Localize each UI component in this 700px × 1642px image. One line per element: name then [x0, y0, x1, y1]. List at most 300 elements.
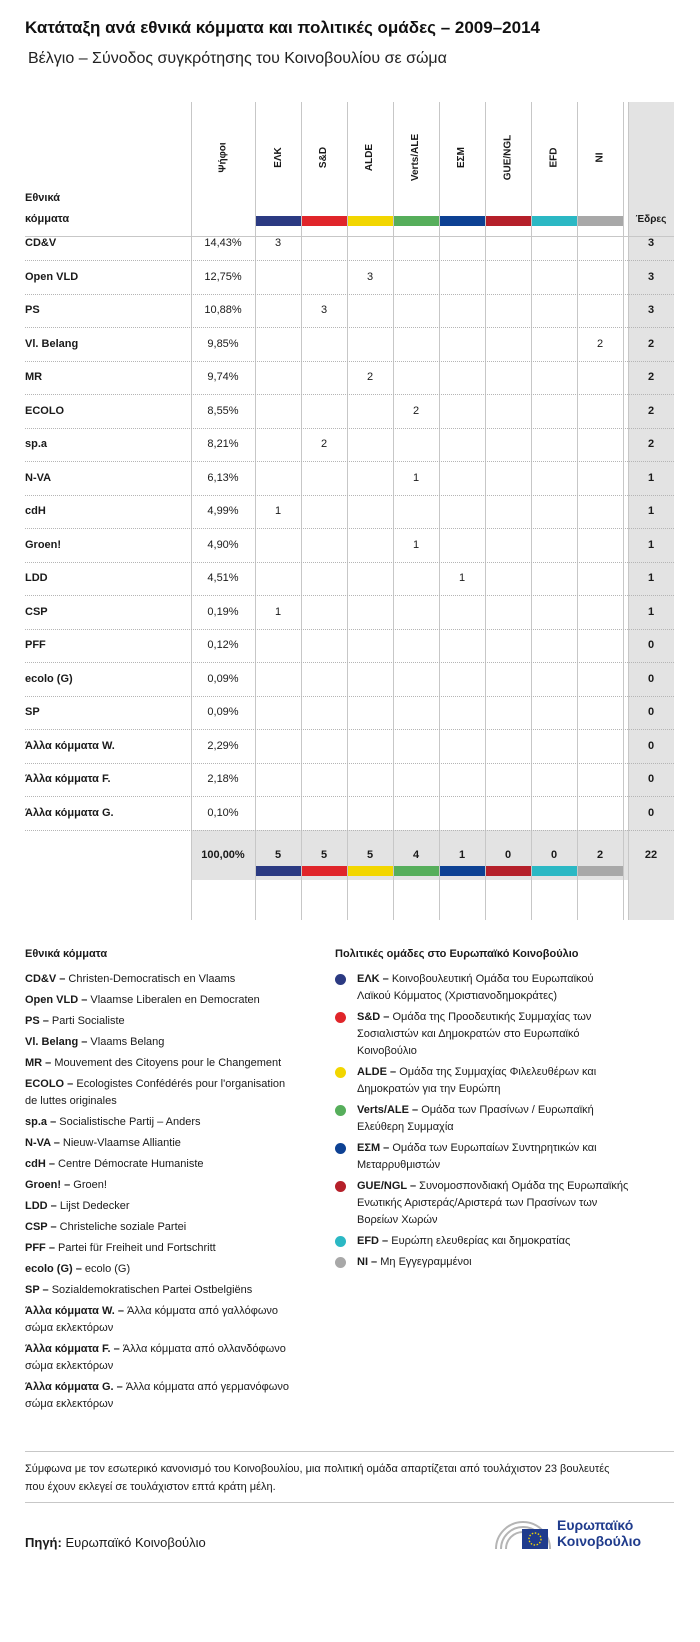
- vote-share: 2,29%: [207, 739, 239, 752]
- group-seat-count: [531, 261, 577, 294]
- group-seat-count: [439, 361, 485, 394]
- group-seat-count: [301, 227, 347, 260]
- party-column-header: Εθνικά κόμματα: [25, 192, 70, 225]
- total-seats: 1: [647, 605, 655, 618]
- group-seat-count: [577, 227, 623, 260]
- total-seats: 1: [647, 471, 655, 484]
- logo-line-2: Κοινοβούλιο: [557, 1533, 642, 1549]
- group-header-7: NI: [594, 152, 606, 162]
- total-seats: 0: [647, 806, 655, 819]
- group-seat-count: [485, 730, 531, 763]
- group-seat-count: 3: [366, 270, 374, 283]
- group-seat-count: [255, 294, 301, 327]
- group-seat-count: 2: [320, 438, 328, 450]
- group-seat-count: [347, 529, 393, 562]
- group-seat-count: [301, 596, 347, 629]
- group-seat-count: [577, 395, 623, 428]
- group-seat-count: [347, 696, 393, 729]
- group-seat-count: [255, 428, 301, 461]
- vote-share: 4,99%: [207, 505, 239, 517]
- party-name: Groen!: [25, 538, 62, 551]
- party-name: Vl. Belang: [25, 337, 79, 350]
- group-seat-count: [485, 763, 531, 796]
- table-row: [25, 763, 674, 797]
- national-party-legend-line: MR – Mouvement des Citoyens pour le Changement: [25, 1057, 282, 1069]
- group-seat-count: [255, 395, 301, 428]
- group-seat-count: [301, 529, 347, 562]
- group-seat-count: [577, 562, 623, 595]
- group-seat-count: [531, 562, 577, 595]
- table-row: [25, 529, 674, 563]
- total-seats: 2: [647, 337, 655, 350]
- group-seat-count: [577, 529, 623, 562]
- group-seat-count: [531, 227, 577, 260]
- group-seat-count: [531, 428, 577, 461]
- table-row: [25, 562, 674, 596]
- group-seat-count: [301, 730, 347, 763]
- group-seat-count: [577, 361, 623, 394]
- group-seat-count: [439, 462, 485, 495]
- group-seat-count: [577, 462, 623, 495]
- group-legend-line: Ενωτικής Αριστεράς/Αριστερά των Πρασίνων των: [357, 1197, 598, 1209]
- party-name: Άλλα κόμματα G.: [25, 806, 114, 819]
- group-seat-count: [255, 696, 301, 729]
- group-seat-count: 3: [274, 237, 282, 249]
- group-seat-count: [439, 227, 485, 260]
- group-seat-count: [531, 495, 577, 528]
- party-name: sp.a: [25, 438, 48, 450]
- group-seat-count: [577, 495, 623, 528]
- total-seats: 3: [647, 270, 655, 283]
- group-seat-count: [485, 629, 531, 662]
- total-seats: 1: [647, 538, 655, 551]
- national-party-legend-line: cdH – Centre Démocrate Humaniste: [25, 1158, 204, 1170]
- group-seat-count: [531, 696, 577, 729]
- group-seat-count: [347, 596, 393, 629]
- total-seats: 0: [647, 672, 655, 685]
- group-seat-count: [393, 261, 439, 294]
- european-parliament-logo: [492, 1515, 672, 1555]
- vote-share: 8,55%: [207, 404, 239, 417]
- party-name: CD&V: [25, 237, 57, 249]
- group-seat-count: [347, 227, 393, 260]
- group-seat-count: [439, 663, 485, 696]
- group-seat-count: [485, 328, 531, 361]
- party-name: SP: [25, 706, 40, 718]
- group-seat-count: [439, 529, 485, 562]
- group-seat-count: [347, 395, 393, 428]
- party-name: cdH: [25, 505, 46, 517]
- group-seat-count: [347, 328, 393, 361]
- party-name: N-VA: [25, 471, 52, 484]
- group-seat-count: [485, 696, 531, 729]
- group-seat-count: [255, 730, 301, 763]
- vote-share: 14,43%: [204, 237, 242, 249]
- group-seat-count: [301, 797, 347, 830]
- grand-total-seats: 22: [644, 849, 658, 861]
- group-seat-count: [531, 596, 577, 629]
- group-total-seats: 5: [320, 849, 328, 861]
- group-seat-count: [577, 428, 623, 461]
- group-legend-line: ΕΣΜ – Ομάδα των Ευρωπαίων Συντηρητικών και: [357, 1142, 597, 1154]
- group-seat-count: [347, 730, 393, 763]
- group-color-dot: [335, 1181, 346, 1192]
- table-row: [25, 328, 674, 362]
- national-party-legend-line: LDD – Lijst Dedecker: [25, 1200, 130, 1212]
- group-seat-count: [347, 294, 393, 327]
- group-legend-line: ALDE – Ομάδα της Συμμαχίας Φιλελευθέρων και: [357, 1066, 597, 1078]
- table-row: [25, 294, 674, 328]
- national-party-legend-line: ecolo (G) – ecolo (G): [25, 1263, 131, 1275]
- group-seat-count: 1: [412, 471, 420, 484]
- group-seat-count: [577, 696, 623, 729]
- group-seat-count: 1: [274, 505, 282, 517]
- national-party-legend-line: de luttes originales: [25, 1095, 117, 1107]
- group-seat-count: [485, 797, 531, 830]
- footnote: Σύμφωνα με τον εσωτερικό κανονισμό του Κοινοβουλίου, μια πολιτική ομάδα απαρτίζεται από τουλάχιστον 23 βουλευτές που έχουν εκλεγεί σε τουλάχιστον επτά κράτη μέλη.: [25, 1463, 610, 1493]
- group-seat-count: [393, 361, 439, 394]
- group-seat-count: [393, 495, 439, 528]
- group-seat-count: [301, 462, 347, 495]
- table-row: [25, 696, 674, 730]
- table-row: [25, 663, 674, 697]
- group-legend-line: Verts/ALE – Ομάδα των Πρασίνων / Ευρωπαϊκή: [357, 1104, 594, 1116]
- vote-share: 0,09%: [207, 672, 239, 685]
- group-seat-count: [301, 261, 347, 294]
- page-title: Κατάταξη ανά εθνικά κόμματα και πολιτικές ομάδες – 2009–2014: [25, 18, 540, 37]
- group-seat-count: [577, 261, 623, 294]
- group-seat-count: [439, 294, 485, 327]
- group-header-3: Verts/ALE: [410, 133, 422, 181]
- group-seat-count: [485, 395, 531, 428]
- group-seat-count: [577, 663, 623, 696]
- group-seat-count: [485, 428, 531, 461]
- note-bottom-rule: [25, 1502, 674, 1503]
- source-line: [25, 1535, 206, 1550]
- group-seat-count: [439, 763, 485, 796]
- national-parties-legend-title: Εθνικά κόμματα: [25, 948, 108, 960]
- group-seat-count: [255, 562, 301, 595]
- total-seats: 2: [647, 371, 655, 383]
- group-header-4: ΕΣΜ: [456, 146, 468, 168]
- group-seat-count: [301, 328, 347, 361]
- group-seat-count: [531, 797, 577, 830]
- group-seat-count: [347, 428, 393, 461]
- group-seat-count: [531, 328, 577, 361]
- group-color-dot: [335, 974, 346, 985]
- table-row: [25, 797, 674, 831]
- group-total-seats: 0: [504, 849, 512, 861]
- vote-share: 9,74%: [207, 371, 239, 383]
- group-seat-count: [347, 763, 393, 796]
- group-color-dot: [335, 1012, 346, 1023]
- total-seats: 0: [647, 773, 655, 785]
- group-header-0: ΕΛΚ: [272, 146, 284, 168]
- national-party-legend-line: sp.a – Socialistische Partij – Anders: [25, 1116, 201, 1128]
- table-row: [25, 361, 674, 395]
- group-legend-line: GUE/NGL – Συνομοσπονδιακή Ομάδα της Ευρωπαϊκής: [357, 1180, 629, 1192]
- group-total-seats: 5: [366, 849, 374, 861]
- group-legend-line: Βορείων Χωρών: [357, 1214, 438, 1226]
- source-label: Πηγή:: [25, 1535, 62, 1550]
- total-seats: 1: [647, 505, 655, 517]
- group-seat-count: [301, 696, 347, 729]
- national-party-legend-line: ECOLO – Ecologistes Confédérés pour l'organisation: [25, 1078, 286, 1090]
- national-party-legend-line: σώμα εκλεκτόρων: [25, 1360, 114, 1372]
- group-seat-count: [255, 361, 301, 394]
- party-name: ecolo (G): [25, 672, 73, 685]
- vote-share: 9,85%: [207, 337, 239, 350]
- vote-share: 4,51%: [207, 572, 239, 584]
- vote-share: 8,21%: [207, 438, 239, 450]
- group-seat-count: [301, 495, 347, 528]
- vote-share: 0,09%: [207, 706, 239, 718]
- group-seat-count: [485, 596, 531, 629]
- party-name: PFF: [25, 639, 46, 651]
- group-seat-count: [485, 529, 531, 562]
- table-row: [25, 495, 674, 529]
- national-party-legend-line: PFF – Partei für Freiheit und Fortschritt: [25, 1242, 216, 1254]
- group-seat-count: [301, 629, 347, 662]
- group-color-bar-top: [440, 216, 485, 226]
- group-seat-count: [577, 629, 623, 662]
- group-seat-count: [531, 395, 577, 428]
- group-color-bar-top: [302, 216, 347, 226]
- group-legend-line: Δημοκρατών για την Ευρώπη: [357, 1083, 501, 1095]
- national-party-legend-line: Groen! – Groen!: [25, 1179, 107, 1191]
- group-seat-count: [255, 529, 301, 562]
- group-total-seats: 5: [274, 849, 282, 861]
- total-seats: 0: [647, 639, 655, 651]
- table-row: [25, 261, 674, 295]
- group-legend-line: Μεταρρυθμιστών: [357, 1159, 441, 1171]
- table-row: [25, 428, 674, 462]
- party-name: LDD: [25, 572, 48, 584]
- group-seat-count: 1: [412, 538, 420, 551]
- group-legend-line: NI – Μη Εγγεγραμμένοι: [357, 1256, 472, 1268]
- table-row: [25, 730, 674, 764]
- group-seat-count: [439, 596, 485, 629]
- national-party-legend-line: CD&V – Christen-Democratisch en Vlaams: [25, 973, 236, 985]
- group-seat-count: [393, 294, 439, 327]
- parliament-hemicycle-icon: [492, 1515, 554, 1555]
- party-name: MR: [25, 371, 43, 383]
- vote-share: 0,12%: [207, 639, 239, 651]
- group-seat-count: [255, 663, 301, 696]
- group-seat-count: [577, 797, 623, 830]
- group-header-2: ALDE: [364, 143, 376, 171]
- group-seat-count: [347, 562, 393, 595]
- political-groups-legend-title: Πολιτικές ομάδες στο Ευρωπαϊκό Κοινοβούλιο: [335, 948, 579, 960]
- group-seat-count: [531, 529, 577, 562]
- group-legend-line: S&D – Ομάδα της Προοδευτικής Συμμαχίας των: [357, 1011, 592, 1023]
- group-total-seats: 0: [550, 849, 558, 861]
- group-seat-count: [393, 629, 439, 662]
- group-seat-count: [485, 227, 531, 260]
- group-seat-count: [439, 797, 485, 830]
- total-seats: 3: [647, 237, 655, 249]
- group-seat-count: 1: [458, 572, 466, 584]
- seats-column-header: Έδρες: [635, 214, 667, 225]
- group-seat-count: 3: [320, 304, 328, 316]
- group-seat-count: [255, 462, 301, 495]
- group-legend-line: Κοινοβούλιο: [357, 1045, 417, 1057]
- group-legend-line: Λαϊκού Κόμματος (Χριστιανοδημοκράτες): [357, 990, 558, 1002]
- national-party-legend-line: N-VA – Nieuw-Vlaamse Alliantie: [25, 1137, 181, 1149]
- group-seat-count: [485, 663, 531, 696]
- group-seat-count: [439, 730, 485, 763]
- group-seat-count: [255, 261, 301, 294]
- group-seat-count: [531, 629, 577, 662]
- group-seat-count: [393, 797, 439, 830]
- group-color-bar-top: [348, 216, 393, 226]
- group-total-seats: 2: [596, 849, 604, 861]
- party-name: CSP: [25, 605, 48, 618]
- national-party-legend-line: PS – Parti Socialiste: [25, 1015, 125, 1027]
- national-party-legend-line: Άλλα κόμματα W. – Άλλα κόμματα από γαλλόφωνο: [25, 1305, 279, 1317]
- note-top-rule: [25, 1451, 674, 1452]
- group-seat-count: [255, 763, 301, 796]
- group-seat-count: [393, 428, 439, 461]
- group-color-dot: [335, 1143, 346, 1154]
- group-seat-count: [439, 328, 485, 361]
- group-seat-count: [485, 462, 531, 495]
- group-seat-count: [485, 261, 531, 294]
- group-color-bar-top: [256, 216, 301, 226]
- logo-line-1: Ευρωπαϊκό: [557, 1517, 634, 1533]
- group-seat-count: [485, 361, 531, 394]
- group-seat-count: [347, 629, 393, 662]
- group-seat-count: [347, 462, 393, 495]
- group-header-1: S&D: [318, 146, 330, 168]
- group-seat-count: [393, 328, 439, 361]
- group-seat-count: [439, 428, 485, 461]
- group-seat-count: [393, 763, 439, 796]
- group-legend-line: Ελεύθερη Συμμαχία: [357, 1121, 454, 1133]
- total-seats: 0: [647, 739, 655, 752]
- group-color-dot: [335, 1105, 346, 1116]
- group-header-5: GUE/NGL: [502, 134, 514, 180]
- table-row: [25, 227, 674, 261]
- group-seat-count: [439, 261, 485, 294]
- group-seat-count: [439, 696, 485, 729]
- group-seat-count: [301, 395, 347, 428]
- group-color-dot: [335, 1236, 346, 1247]
- total-seats: 0: [647, 706, 655, 718]
- group-seat-count: [439, 495, 485, 528]
- group-seat-count: [485, 562, 531, 595]
- group-legend-line: Σοσιαλιστών και Δημοκρατών στο Ευρωπαϊκό: [357, 1028, 580, 1040]
- vote-share: 10,88%: [204, 304, 242, 316]
- vote-share: 2,18%: [207, 773, 239, 785]
- group-seat-count: [255, 797, 301, 830]
- group-seat-count: [577, 763, 623, 796]
- group-color-dot: [335, 1067, 346, 1078]
- group-seat-count: 2: [596, 337, 604, 350]
- group-seat-count: 1: [274, 605, 282, 618]
- total-seats: 3: [647, 304, 655, 316]
- group-seat-count: [531, 663, 577, 696]
- total-seats: 1: [647, 572, 655, 584]
- national-party-legend-line: CSP – Christeliche soziale Partei: [25, 1221, 187, 1233]
- group-seat-count: [347, 797, 393, 830]
- group-total-seats: 4: [412, 849, 420, 861]
- group-seat-count: [531, 361, 577, 394]
- vote-share: 4,90%: [207, 538, 239, 551]
- source-value: Ευρωπαϊκό Κοινοβούλιο: [65, 1535, 206, 1550]
- page-subtitle: Βέλγιο – Σύνοδος συγκρότησης του Κοινοβουλίου σε σώμα: [28, 50, 447, 67]
- group-seat-count: [577, 596, 623, 629]
- group-seat-count: [485, 495, 531, 528]
- group-legend-line: ΕΛΚ – Κοινοβουλευτική Ομάδα του Ευρωπαϊκού: [357, 973, 594, 985]
- group-seat-count: 2: [366, 371, 374, 383]
- national-party-legend-line: σώμα εκλεκτόρων: [25, 1322, 114, 1334]
- group-seat-count: [301, 562, 347, 595]
- table-row: [25, 462, 674, 496]
- group-color-bar-top: [486, 216, 531, 226]
- group-seat-count: [255, 328, 301, 361]
- group-legend-line: EFD – Ευρώπη ελευθερίας και δημοκρατίας: [357, 1235, 571, 1247]
- national-party-legend-line: SP – Sozialdemokratischen Partei Ostbelgiëns: [25, 1284, 253, 1296]
- group-seat-count: [347, 495, 393, 528]
- vote-share: 0,10%: [207, 806, 239, 819]
- group-color-bar-top: [394, 216, 439, 226]
- table-row: [25, 395, 674, 429]
- vote-share: 6,13%: [207, 471, 239, 484]
- total-seats: 2: [647, 404, 655, 417]
- group-color-bar-top: [578, 216, 623, 226]
- group-seat-count: [531, 294, 577, 327]
- table-row: [25, 596, 674, 630]
- group-seat-count: [531, 763, 577, 796]
- group-seat-count: [301, 361, 347, 394]
- national-party-legend-line: Vl. Belang – Vlaams Belang: [25, 1036, 165, 1048]
- group-header-6: EFD: [548, 147, 560, 167]
- group-total-seats: 1: [458, 849, 466, 861]
- votes-column-header: Ψήφοι: [217, 141, 229, 173]
- group-seat-count: [439, 395, 485, 428]
- group-seat-count: [393, 227, 439, 260]
- national-party-legend-line: Open VLD – Vlaamse Liberalen en Democraten: [25, 994, 260, 1006]
- total-votes: 100,00%: [201, 849, 245, 861]
- total-seats: 2: [647, 438, 655, 450]
- party-name: Άλλα κόμματα F.: [25, 773, 111, 785]
- party-name: Open VLD: [25, 270, 79, 283]
- results-table: [25, 102, 674, 920]
- national-party-legend-line: σώμα εκλεκτόρων: [25, 1398, 114, 1410]
- group-seat-count: [301, 763, 347, 796]
- group-seat-count: [531, 730, 577, 763]
- national-party-legend-line: Άλλα κόμματα F. – Άλλα κόμματα από ολλανδόφωνο: [25, 1343, 286, 1355]
- group-seat-count: [393, 663, 439, 696]
- group-seat-count: 2: [412, 404, 420, 417]
- table-row: [25, 629, 674, 663]
- vote-share: 12,75%: [204, 270, 242, 283]
- group-seat-count: [485, 294, 531, 327]
- party-name: PS: [25, 304, 40, 316]
- group-seat-count: [255, 629, 301, 662]
- group-seat-count: [393, 696, 439, 729]
- group-seat-count: [577, 730, 623, 763]
- group-color-bar-top: [532, 216, 577, 226]
- group-seat-count: [439, 629, 485, 662]
- group-seat-count: [301, 663, 347, 696]
- vote-share: 0,19%: [207, 605, 239, 618]
- group-color-dot: [335, 1257, 346, 1268]
- national-party-legend-line: Άλλα κόμματα G. – Άλλα κόμματα από γερμανόφωνο: [25, 1381, 289, 1393]
- group-seat-count: [577, 294, 623, 327]
- party-name: Άλλα κόμματα W.: [25, 739, 115, 752]
